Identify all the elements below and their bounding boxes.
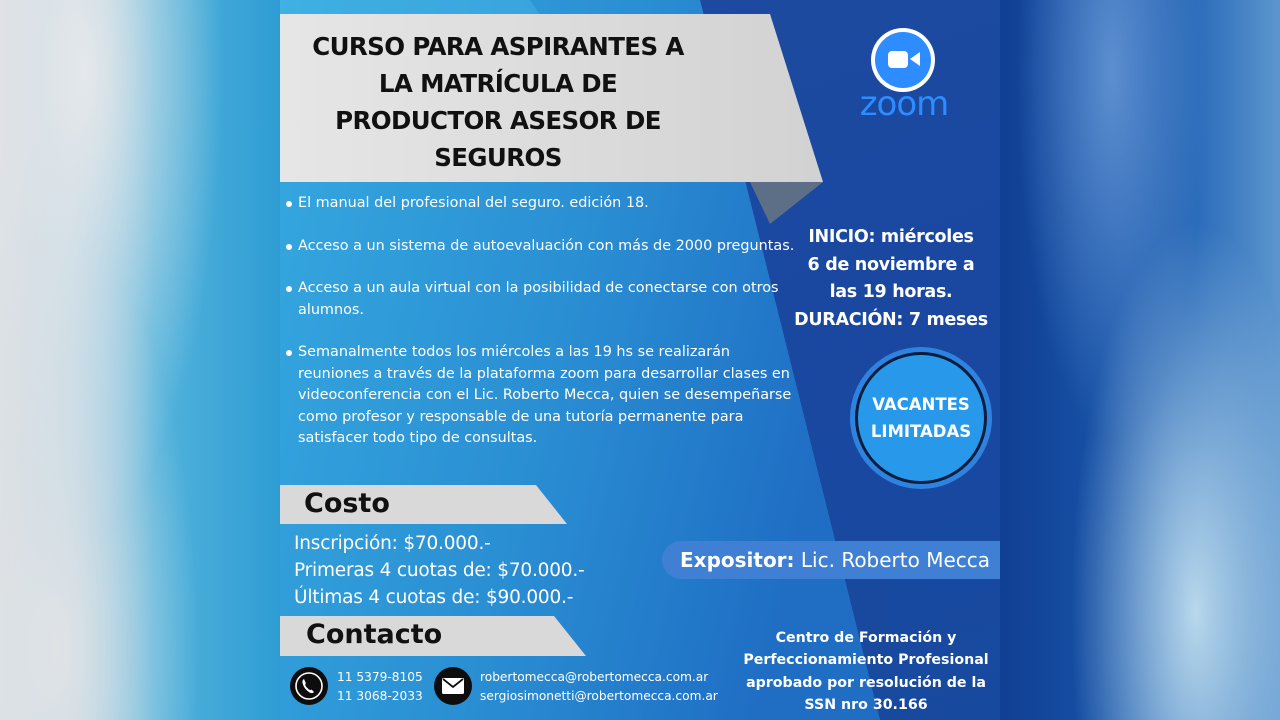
title-line: LA MATRÍCULA DE <box>378 69 618 98</box>
phone-number[interactable]: 11 5379-8105 <box>337 670 423 684</box>
cost-line: Últimas 4 cuotas de: $90.000.- <box>294 587 574 608</box>
email-link[interactable]: robertomecca@robertomecca.com.ar <box>480 670 709 684</box>
institution-line: aprobado por resolución de la <box>746 674 986 691</box>
cost-line: Primeras 4 cuotas de: $70.000.- <box>294 560 585 581</box>
zoom-wordmark: zoom <box>859 84 949 124</box>
start-date-info <box>784 224 998 334</box>
phone-numbers <box>337 668 423 706</box>
envelope-icon <box>434 667 472 705</box>
speaker-banner <box>662 541 1000 579</box>
start-line: 6 de noviembre a <box>807 254 975 275</box>
phone-icon <box>290 667 328 705</box>
institution-line: Centro de Formación y <box>775 630 957 646</box>
list-item: El manual del profesional del seguro. edición 18. <box>286 193 796 215</box>
title-line: PRODUCTOR ASESOR DE <box>335 106 661 135</box>
title-line: SEGUROS <box>434 143 562 172</box>
institution-line: Perfeccionamiento Profesional <box>743 652 989 669</box>
email-addresses <box>480 668 718 706</box>
blurred-background-left <box>0 0 280 720</box>
zoom-logo <box>856 28 952 124</box>
cost-list <box>294 530 585 611</box>
speaker-label: Expositor: <box>680 548 795 572</box>
contacto-heading: Contacto <box>306 619 443 650</box>
duration-line: DURACIÓN: 7 meses <box>794 309 988 330</box>
limited-seats-badge <box>850 347 992 489</box>
list-item: Semanalmente todos los miércoles a las 19 hs se realizarán reuniones a través de la plataforma zoom para desarrollar clases en videoconferencia con el Lic. Roberto Mecca, quien se desempeñarse como profesor y responsable de una tutoría permanente para satisfacer todo tipo de consultas. <box>286 342 796 450</box>
start-line: las 19 horas. <box>829 282 953 302</box>
course-title <box>298 28 698 176</box>
list-item: Acceso a un sistema de autoevaluación con más de 2000 preguntas. <box>286 236 796 258</box>
badge-line: LIMITADAS <box>870 422 972 441</box>
costo-heading: Costo <box>304 488 390 519</box>
institution-note <box>736 627 996 716</box>
speaker-name: Lic. Roberto Mecca <box>800 548 991 572</box>
benefits-list <box>286 193 796 471</box>
start-line: INICIO: miércoles <box>808 227 974 247</box>
title-line: CURSO PARA ASPIRANTES A <box>312 32 684 61</box>
institution-line: SSN nro 30.166 <box>804 696 928 713</box>
list-item: Acceso a un aula virtual con la posibilidad de conectarse con otros alumnos. <box>286 278 796 321</box>
course-poster <box>280 0 1000 720</box>
email-link[interactable]: sergiosimonetti@robertomecca.com.ar <box>480 689 718 703</box>
cost-line: Inscripción: $70.000.- <box>294 533 491 554</box>
phone-number[interactable]: 11 3068-2033 <box>337 689 423 703</box>
zoom-camera-icon <box>871 28 935 92</box>
blurred-background-right <box>1000 0 1280 720</box>
badge-line: VACANTES <box>872 395 970 414</box>
